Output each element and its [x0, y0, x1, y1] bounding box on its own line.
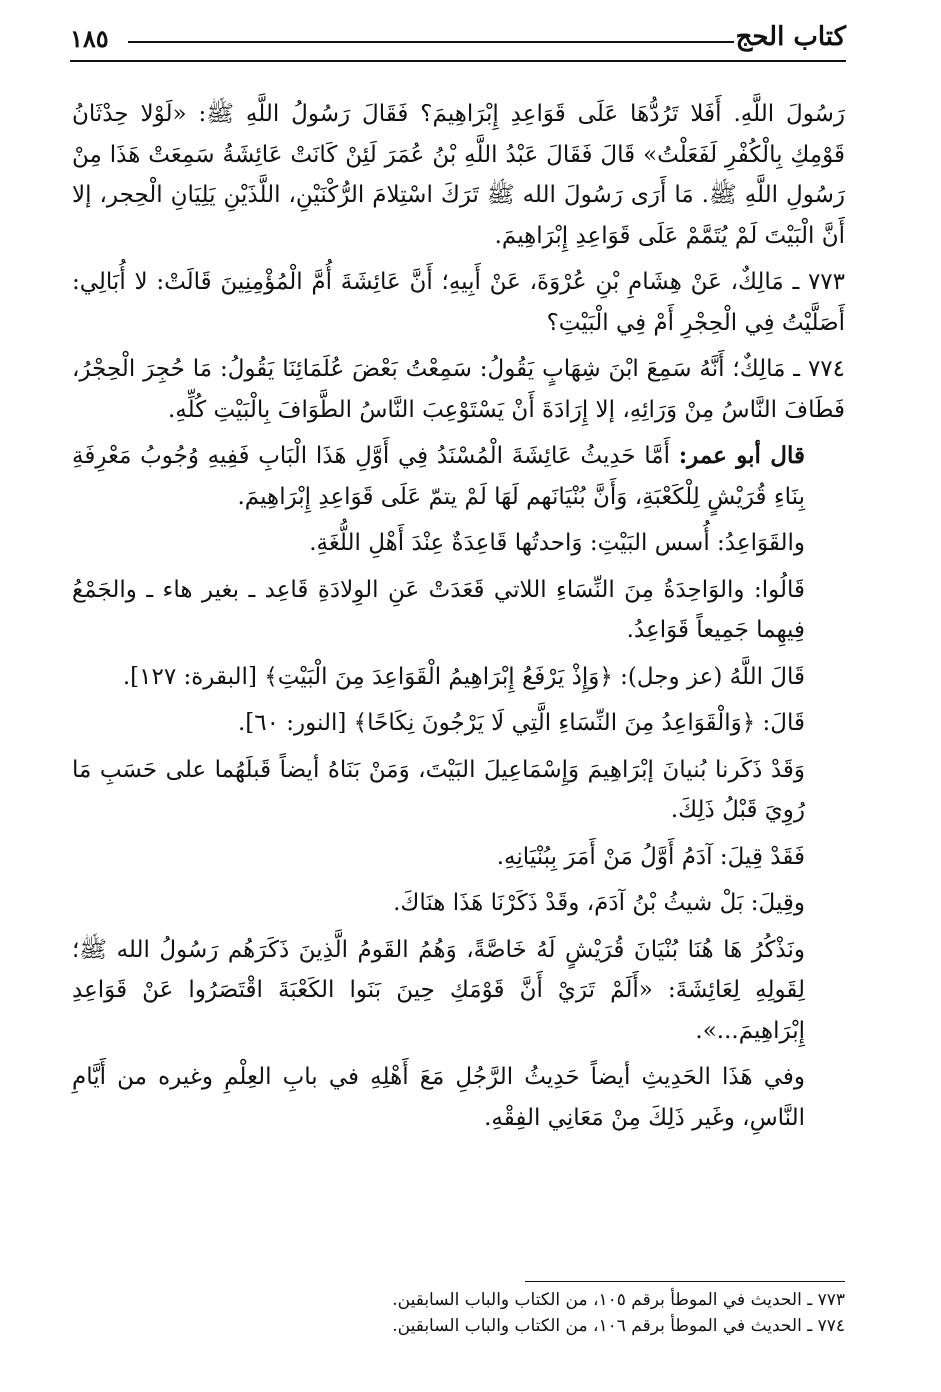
footnote: ٧٧٣ ـ الحديث في الموطأ برقم ١٠٥، من الكتاب والباب السابقين.: [392, 1290, 845, 1310]
paragraph: وفي هَذَا الحَدِيثِ أيضاً حَدِيثُ الرَّجُلِ مَعَ أَهْلِهِ في بابِ العِلْمِ وغيره من أَيَّامِ النَّاسِ، وغَير ذَلِكَ مِنْ مَعَانِي الفِقْهِ.: [72, 1064, 805, 1131]
commentary-lead: قال أبو عمر:: [678, 442, 805, 469]
paragraph: وَقَدْ ذَكَرنا بُنيانَ إبْرَاهِيمَ وَإِسْمَاعِيلَ البَيْتَ، وَمَنْ بَنَاهُ أيضاً قَبلَهُما على حَسَبِ مَا رُوِيَ قَبْلُ ذَلِكَ.: [72, 756, 805, 823]
paragraph: ونَذْكُرُ هَا هُنَا بُنْيَانَ قُرَيْشٍ لَهُ خَاصَّةً، وَهُمُ القَومُ الَّذِينَ ذَكَرَهُم رَسُولُ الله ﷺ؛ لِقَولِهِ لِعَائِشَةَ: «أَلَمْ تَرَيْ أَنَّ قَوْمَكِ حِينَ بَنَوا الكَعْبَةَ اقْتَصَرُوا عَنْ قَوَاعِدِ إِبْرَاهِيمَ...».: [72, 936, 805, 1044]
quran-quote: قَالَ اللَّهُ (عز وجل): ﴿وَإِذْ يَرْفَعُ إِبْرَاهِيمُ الْقَوَاعِدَ مِنَ الْبَيْتِ﴾ [البقرة: ١٢٧].: [122, 663, 805, 690]
hadith-774: ٧٧٤ ـ مَالِكٌ؛ أَنَّهُ سَمِعَ ابْنَ شِهَابٍ يَقُولُ: سَمِعْتُ بَعْضَ عُلَمَائِنَا يَقُولُ: مَا حُجِرَ الْحِجْرُ، فَطَافَ النَّاسُ مِنْ وَرَائِهِ، إلا إِرَادَةَ أَنْ يَسْتَوْعِبَ النَّاسُ الطَّوَافَ بِالْبَيْتِ كُلِّهِ.: [72, 356, 845, 423]
header-underline: [70, 60, 846, 62]
paragraph: وقِيلَ: بَلْ شيثُ بْنُ آدَمَ، وقَدْ ذَكَرْنَا هَذَا هنَاكَ.: [393, 890, 805, 916]
footnotes: [72, 1287, 845, 1339]
footnote-rule: [525, 1281, 845, 1282]
main-text: [72, 94, 845, 1144]
paragraph: والقَوَاعِدُ: أُسس البَيْتِ: وَاحدتُها قَاعِدَةٌ عِنْدَ أَهْلِ اللُّغَةِ.: [309, 530, 805, 556]
page-header: [70, 14, 846, 64]
commentary-text: أَمَّا حَدِيثُ عَائِشَةَ الْمُسْنَدُ فِي أَوَّلِ هَذَا الْبَابِ فَفِيهِ وُجُوبُ مَعْرِفَةِ بِنَاءِ قُرَيْشٍ لِلْكَعْبَةِ، وَأَنَّ بُنْيَانَهم لَهَا لَمْ يتمّ عَلَى قَوَاعِدِ إِبْرَاهِيمَ.: [72, 443, 805, 510]
header-rule: [128, 41, 734, 43]
page-number: ١٨٥: [70, 24, 109, 53]
quran-quote: قَالَ: ﴿وَالْقَوَاعِدُ مِنَ النِّسَاءِ الَّتِي لَا يَرْجُونَ نِكَاحًا﴾ [النور: ٦٠].: [237, 710, 805, 736]
paragraph: رَسُولَ اللَّهِ. أَفَلا تَرُدُّهَا عَلَى قَوَاعِدِ إِبْرَاهِيمَ؟ فَقَالَ رَسُولُ اللَّهِ ﷺ: «لَوْلا حِدْثَانُ قَوْمِكِ بِالْكُفْرِ لَفَعَلْتُ» قَالَ فَقَالَ عَبْدُ اللَّهِ بْنُ عُمَرَ لَئِنْ كَانَتْ عَائِشَةُ سَمِعَتْ هَذَا مِنْ رَسُولِ اللَّهِ ﷺ. مَا أَرَى رَسُولَ الله ﷺ تَرَكَ اسْتِلامَ الرُّكْنَيْنِ، اللَّذَيْنِ يَلِيَانِ الْحِجر، إلا أَنَّ الْبَيْتَ لَمْ يُتَمَّمْ عَلَى قَوَاعِدِ إِبْرَاهِيمَ.: [72, 101, 845, 249]
footnote: ٧٧٤ ـ الحديث في الموطأ برقم ١٠٦، من الكتاب والباب السابقين.: [392, 1316, 845, 1336]
chapter-title: كتاب الحج: [735, 22, 846, 52]
hadith-773: ٧٧٣ ـ مَالِكٌ، عَنْ هِشَامِ بْنِ عُرْوَةَ، عَنْ أَبِيهِ؛ أَنَّ عَائِشَةَ أُمَّ الْمُؤْمِنِينَ قَالَتْ: لا أُبَالِي: أَصَلَّيْتُ فِي الْحِجْرِ أَمْ فِي الْبَيْتِ؟: [72, 269, 845, 336]
commentary-paragraph: [72, 436, 845, 517]
paragraph: قَالُوا: والوَاحِدَةُ مِنَ النِّسَاءِ اللاتي قَعَدَتْ عَنِ الوِلادَةِ قَاعِد ـ بغير هاء ـ والجَمْعُ فِيهِما جَمِيعاً قَوَاعِدُ.: [72, 576, 805, 643]
paragraph: فَقَدْ قِيلَ: آدَمُ أَوَّلُ مَنْ أَمَرَ بِبُنْيَانِهِ.: [496, 843, 805, 870]
